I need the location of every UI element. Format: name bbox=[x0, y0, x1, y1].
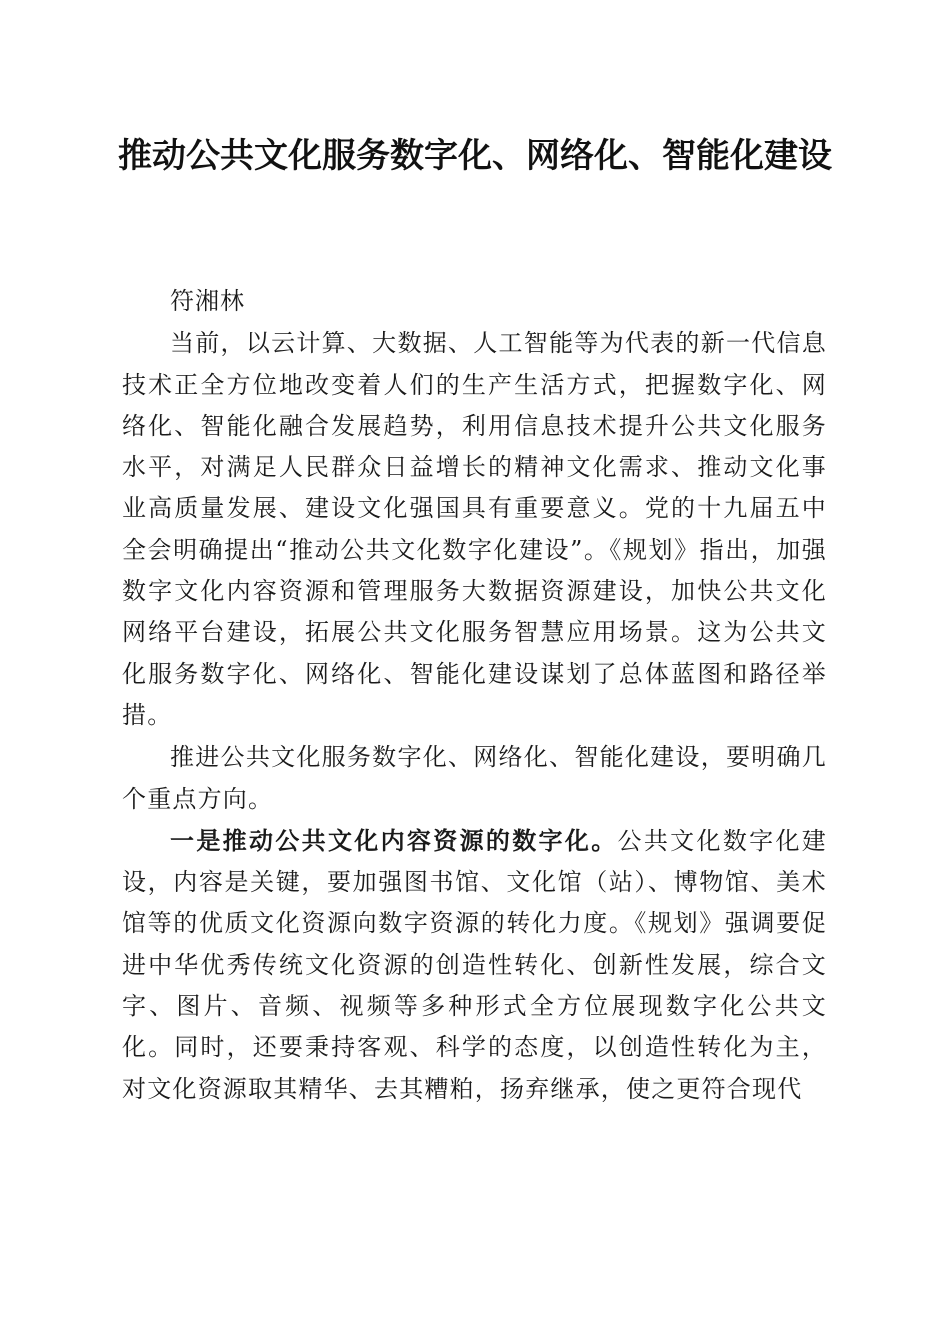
paragraph-text: 当前，以云计算、大数据、人工智能等为代表的新一代信息技术正全方位地改变着人们的生产生活方式，把握数字化、网络化、智能化融合发展趋势，利用信息技术提升公共文化服务水平，对满足人民群众日益增长的精神文化需求、推动文化事业高质量发展、建设文化强国具有重要意义。党的十九届五中全会明确提出“推动公共文化数字化建设”。《规划》指出，加强数字文化内容资源和管理服务大数据资源建设，加快公共文化网络平台建设，拓展公共文化服务智慧应用场景。这为公共文化服务数字化、网络化、智能化建设谋划了总体蓝图和路径举措。 bbox=[122, 329, 827, 729]
paragraph-point-one bbox=[122, 820, 827, 1110]
paragraph-text: 公共文化数字化建设，内容是关键，要加强图书馆、文化馆（站）、博物馆、美术馆等的优质文化资源向数字资源的转化力度。《规划》强调要促进中华优秀传统文化资源的创造性转化、创新性发展，综合文字、图片、音频、视频等多种形式全方位展现数字化公共文化。同时，还要秉持客观、科学的态度，以创造性转化为主，对文化资源取其精华、去其糟粕，扬弃继承，使之更符合现代 bbox=[122, 826, 827, 1103]
paragraph-directions bbox=[122, 736, 827, 820]
document-title: 推动公共文化服务数字化、网络化、智能化建设 bbox=[118, 136, 832, 176]
paragraph-lead: 一是推动公共文化内容资源的数字化。 bbox=[170, 825, 618, 855]
author-name: 符湘林 bbox=[170, 287, 245, 315]
paragraph-intro bbox=[122, 322, 827, 736]
paragraph-text: 推进公共文化服务数字化、网络化、智能化建设，要明确几个重点方向。 bbox=[122, 743, 827, 813]
document-body bbox=[122, 281, 827, 1110]
